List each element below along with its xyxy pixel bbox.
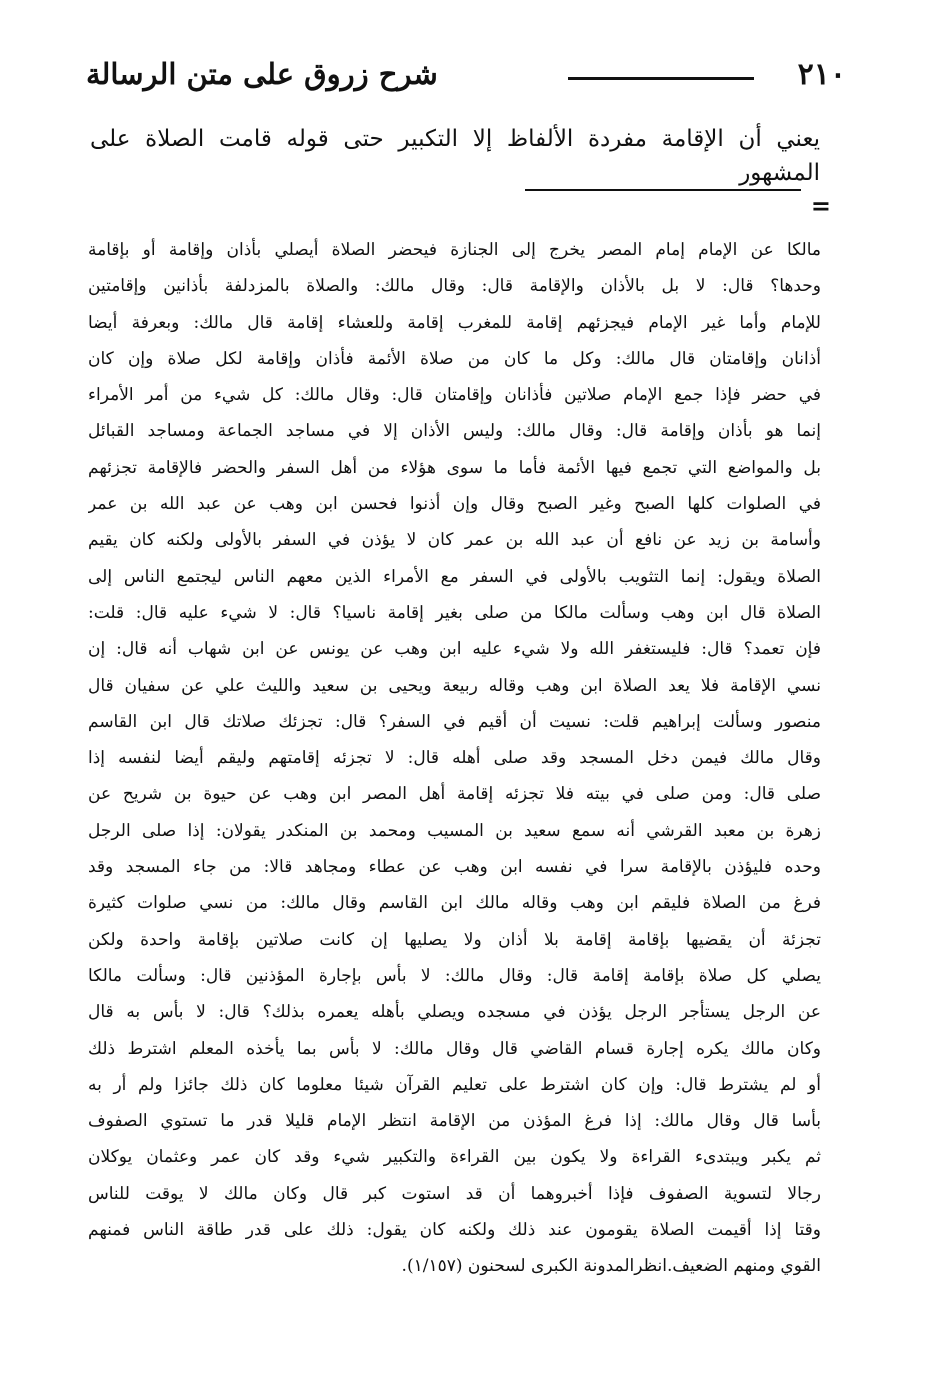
page-number: ٢١٠ <box>797 57 846 92</box>
footnote-line: وأسامة بن زيد عن نافع أن عبد الله بن عمر كان لا يؤذن في السفر بالأولى ولكنه كان يقيم <box>88 530 821 551</box>
footnote-line: بأسا قال وقال مالك: إذا فرغ المؤذن من الإقامة انتظر الإمام قليلا قدر ما تستوي الصفوف <box>88 1111 821 1132</box>
footnote-separator <box>525 189 801 191</box>
footnote-line: وحده فليؤذن بالإقامة سرا في نفسه ابن وهب عن عطاء ومجاهد قالا: من جاء المسجد وقد <box>88 857 821 878</box>
footnote-line: وكان مالك يكره إجارة قسام القاضي قال وقال مالك: لا بأس بما يأخذه المعلم اشترط ذلك <box>88 1038 821 1059</box>
footnote-line: وقال مالك فيمن دخل المسجد وقد صلى أهله قال: لا تجزئه إقامتهم وليقم أيضا لنفسه إذا <box>88 748 821 769</box>
footnote-line: في حضر فإذا جمع الإمام صلاتين فأذانان وإقامتان قال: وقال مالك: كل شيء من أمر الأمراء <box>88 385 821 406</box>
footnote-line-citation: القوي ومنهم الضعيف.انظرالمدونة الكبرى لسحنون (١/١٥٧). <box>401 1256 821 1277</box>
footnote-continuation-marker: = <box>810 191 831 220</box>
footnote-line: زهرة بن معبد القرشي أنه سمع سعيد بن المسيب ومحمد بن المنكدر يقولان: إذا صلى الرجل <box>88 820 821 841</box>
footnote-line: وحدها؟ قال: لا بل بالأذان والإقامة قال: وقال مالك: والصلاة بالمزدلفة بأذانين وإقامتين <box>88 276 821 297</box>
footnote-line: نسي الإقامة فلا يعد الصلاة ابن وهب وقاله ربيعة ويحيى بن سعيد والليث علي عن سفيان قال <box>88 675 821 696</box>
footnote-line: بل والمواضع التي تجمع فيها الأئمة فأما ما سوى هؤلاء من أهل السفر والحضر فالإقامة تجزئهم <box>88 457 821 478</box>
footnote-line: مالكا عن الإمام إمام المصر يخرج إلى الجنازة فيحضر الصلاة أيصلي بأذان وإقامة أو بإقامة <box>88 240 821 260</box>
footnote-line: عن الرجل يستأجر الرجل يؤذن في مسجده ويصلي بأهله يعمره بذلك؟ قال: لا بأس به قال <box>88 1002 821 1023</box>
header-rule <box>568 77 754 80</box>
running-title: شرح زروق على متن الرسالة <box>86 57 438 91</box>
footnote-line: فرغ من الصلاة فليقم ابن وهب وقاله مالك ابن القاسم وقال مالك: من نسي صلوات كثيرة <box>88 893 821 914</box>
footnote-line: أو لم يشترط قال: وإن كان اشترط على تعليم القرآن شيئا معلوما كان ذلك جائزا ولم أر به <box>88 1074 821 1095</box>
footnote-line: وقتا إذا أقيمت الصلاة يقومون عند ذلك ولكنه كان يقول: ذلك على قدر طاقة الناس فمنهم <box>88 1220 821 1241</box>
footnote-line: تجزئة أن يقضيها بإقامة إقامة بلا أذان ولا يصليها إن كانت صلاتين بإقامة واحدة ولكن <box>88 929 821 950</box>
main-text-line: يعني أن الإقامة مفردة الألفاظ إلا التكبير حتى قوله قامت الصلاة على المشهور <box>90 126 820 186</box>
footnote-line: ثم يكبر ويبتدىء القراءة ولا يكون بين القراءة والتكبير شيء وقد كان عمر وعثمان يوكلان <box>88 1147 821 1168</box>
footnote-body <box>88 232 821 1285</box>
footnote-line: صلى قال: ومن صلى في بيته فلا تجزئه إقامة أهل المصر ابن وهب عن حيوة بن شريح عن <box>88 784 821 805</box>
footnote-line: أذانان وإقامتان قال مالك: وكل ما كان من صلاة الأئمة فأذان وإقامة لكل صلاة وإن كان <box>88 348 821 369</box>
footnote-line: في الصلوات كلها الصبح وغير الصبح وقال وإن أذنوا فحسن ابن وهب عن عبد الله بن عمر <box>88 494 821 515</box>
footnote-line: يصلي كل صلاة بإقامة إقامة قال: وقال مالك: لا بأس بإجارة المؤذنين قال: وسألت مالكا <box>88 965 821 986</box>
footnote-line: رجالا لتسوية الصفوف فإذا أخبروهما أن قد استوت كبر قال وكان مالك لا يوقت للناس <box>88 1183 821 1204</box>
page-header <box>86 55 846 99</box>
footnote-line: فإن تعمد؟ قال: فليستغفر الله ولا شيء عليه ابن وهب عن يونس عن ابن شهاب أنه قال: إن <box>88 639 821 660</box>
footnote-line: إنما هو بأذان وإقامة قال: وقال مالك: وليس الأذان إلا في مساجد الجماعة ومساجد القبائل <box>88 421 821 442</box>
footnote-line: للإمام وأما غير الإمام فيجزئهم إقامة للمغرب إقامة وللعشاء إقامة قال مالك: وبعرفة أيضا <box>88 312 821 333</box>
footnote-line: الصلاة قال ابن وهب وسألت مالكا من صلى بغير إقامة ناسيا؟ قال: لا شيء عليه قال: قلت: <box>88 602 821 623</box>
footnote-line: منصور وسألت إبراهيم قلت: نسيت أن أقيم في السفر؟ قال: تجزئك صلاتك قال ابن القاسم <box>88 711 821 732</box>
footnote-line: الصلاة ويقول: إنما التثويب بالأولى في السفر مع الأمراء الذين معهم الناس ليجتمع الناس إلى <box>88 566 821 587</box>
